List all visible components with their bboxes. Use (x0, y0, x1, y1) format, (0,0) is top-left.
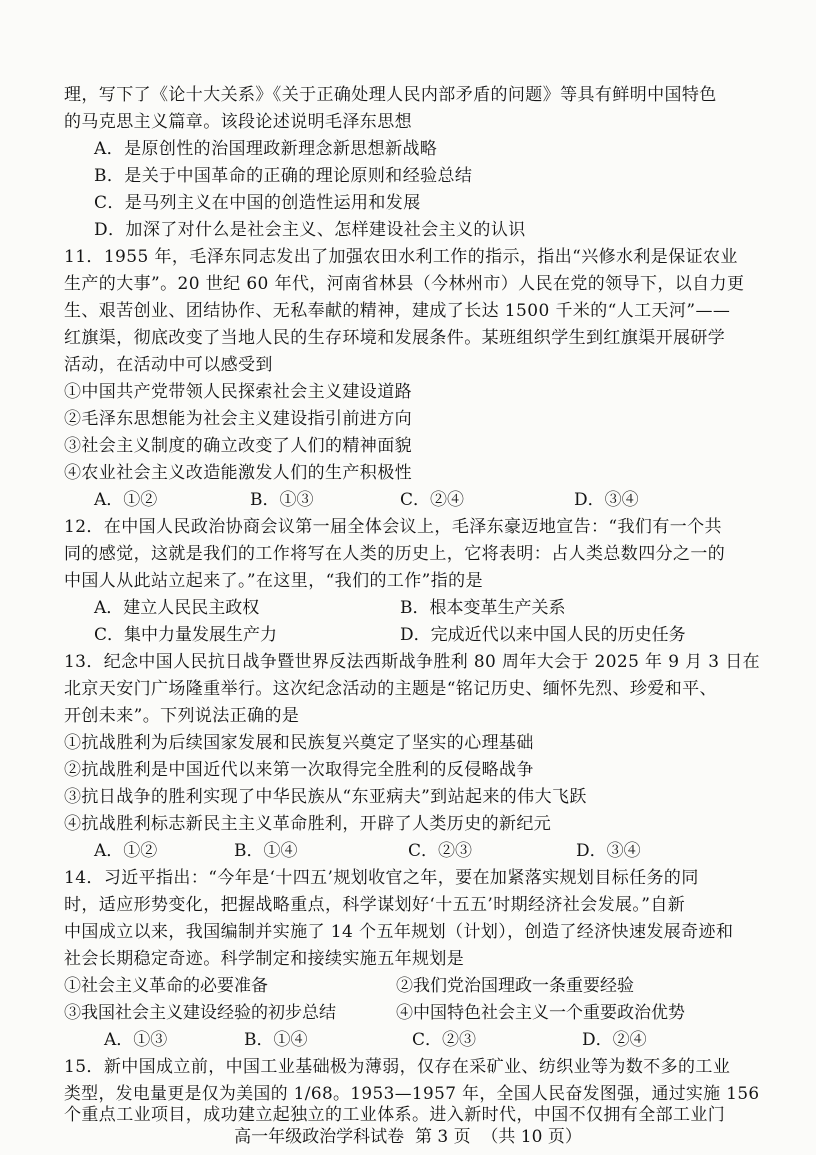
question-13-stem: 13．纪念中国人民抗日战争暨世界反法西斯战争胜利 80 周年大会于 2025 年 9 月 3 日在 (64, 652, 760, 672)
question-14-stem: 14．习近平指出：“今年是‘十四五’规划收官之年，要在加紧落实规划目标任务的同 (64, 868, 699, 888)
text-line: 生、艰苦创业、团结协作、无私奉献的精神，建成了长达 1500 千米的“人工天河”—— (64, 301, 731, 321)
text-line: 中国人从此站立起来了。”在这里，“我们的工作”指的是 (64, 571, 483, 591)
text-line: 活动，在活动中可以感受到 (64, 355, 273, 375)
q11-option-a: A．①② (94, 490, 158, 510)
text-line: 中国成立以来，我国编制并实施了 14 个五年规划（计划），创造了经济快速发展奇迹和 (64, 922, 734, 942)
q12-option-c: C．集中力量发展生产力 (94, 625, 278, 645)
text-line: 理，写下了《论十大关系》《关于正确处理人民内部矛盾的问题》等具有鲜明中国特色 (64, 85, 717, 105)
q12-option-a: A．建立人民民主政权 (94, 598, 260, 618)
text-line: 社会长期稳定奇迹。科学制定和接续实施五年规划是 (64, 949, 465, 969)
q14-option-c: C．②③ (412, 1030, 477, 1050)
q13-item-1: ①抗战胜利为后续国家发展和民族复兴奠定了坚实的心理基础 (64, 733, 534, 753)
text-line: 时，适应形势变化，把握战略重点，科学谋划好‘十五五’时期经济社会发展。”自新 (64, 895, 686, 915)
q10-option-b: B．是关于中国革命的正确的理论原则和经验总结 (94, 166, 473, 186)
q11-item-4: ④农业社会主义改造能激发人们的生产积极性 (64, 463, 412, 483)
q14-item-2: ②我们党治国理政一条重要经验 (396, 976, 634, 996)
q11-item-2: ②毛泽东思想能为社会主义建设指引前进方向 (64, 409, 412, 429)
q14-option-b: B．①④ (244, 1030, 308, 1050)
question-11-stem: 11．1955 年，毛泽东同志发出了加强农田水利工作的指示，指出“兴修水利是保证农业 (64, 247, 738, 267)
q13-option-b: B．①④ (234, 841, 298, 861)
q14-item-3: ③我国社会主义建设经验的初步总结 (64, 1003, 336, 1023)
q13-item-2: ②抗战胜利是中国近代以来第一次取得完全胜利的反侵略战争 (64, 760, 534, 780)
text-line: 北京天安门广场隆重举行。这次纪念活动的主题是“铭记历史、缅怀先烈、珍爱和平、 (64, 679, 717, 699)
q10-option-c: C．是马列主义在中国的创造性运用和发展 (94, 193, 421, 213)
q12-option-d: D．完成近代以来中国人民的历史任务 (400, 625, 686, 645)
text-line: 生产的大事”。20 世纪 60 年代，河南省林县（今林州市）人民在党的领导下，以自力更 (64, 274, 745, 294)
text-line: 开创未来”。下列说法正确的是 (64, 706, 300, 726)
q14-item-1: ①社会主义革命的必要准备 (64, 976, 268, 996)
q13-option-a: A．①② (94, 841, 158, 861)
question-12-stem: 12．在中国人民政治协商会议第一届全体会议上，毛泽东豪迈地宣告：“我们有一个共 (64, 517, 722, 537)
q13-item-4: ④抗战胜利标志新民主主义革命胜利，开辟了人类历史的新纪元 (64, 814, 552, 834)
question-15-stem: 15．新中国成立前，中国工业基础极为薄弱，仅存在采矿业、纺织业等为数不多的工业 (64, 1057, 731, 1077)
text-line: 同的感觉，这就是我们的工作将写在人类的历史上，它将表明：占人类总数四分之一的 (64, 544, 726, 564)
page-footer: 高一年级政治学科试卷 第 3 页 （共 10 页） (234, 1127, 582, 1147)
q10-option-a: A．是原创性的治国理政新理念新思想新战略 (94, 139, 438, 159)
q11-item-3: ③社会主义制度的确立改变了人们的精神面貌 (64, 436, 412, 456)
q13-option-c: C．②③ (408, 841, 473, 861)
q13-item-3: ③抗日战争的胜利实现了中华民族从“东亚病夫”到站起来的伟大飞跃 (64, 787, 587, 807)
q11-option-d: D．③④ (574, 490, 639, 510)
q10-option-d: D．加深了对什么是社会主义、怎样建设社会主义的认识 (94, 220, 526, 240)
text-line: 红旗渠，彻底改变了当地人民的生存环境和发展条件。某班组织学生到红旗渠开展研学 (64, 328, 726, 348)
text-line: 个重点工业项目，成功建立起独立的工业体系。进入新时代，中国不仅拥有全部工业门 (64, 1105, 726, 1125)
q11-item-1: ①中国共产党带领人民探索社会主义建设道路 (64, 382, 412, 402)
q14-option-d: D．②④ (582, 1030, 647, 1050)
q14-item-4: ④中国特色社会主义一个重要政治优势 (396, 1003, 685, 1023)
q11-option-b: B．①③ (250, 490, 314, 510)
text-line: 类型，发电量更是仅为美国的 1/68。1953—1957 年，全国人民奋发图强，通过实施 156 (64, 1084, 760, 1104)
q11-option-c: C．②④ (400, 490, 465, 510)
q14-option-a: A．①③ (104, 1030, 168, 1050)
q13-option-d: D．③④ (576, 841, 641, 861)
q12-option-b: B．根本变革生产关系 (400, 598, 566, 618)
text-line: 的马克思主义篇章。该段论述说明毛泽东思想 (64, 112, 412, 132)
